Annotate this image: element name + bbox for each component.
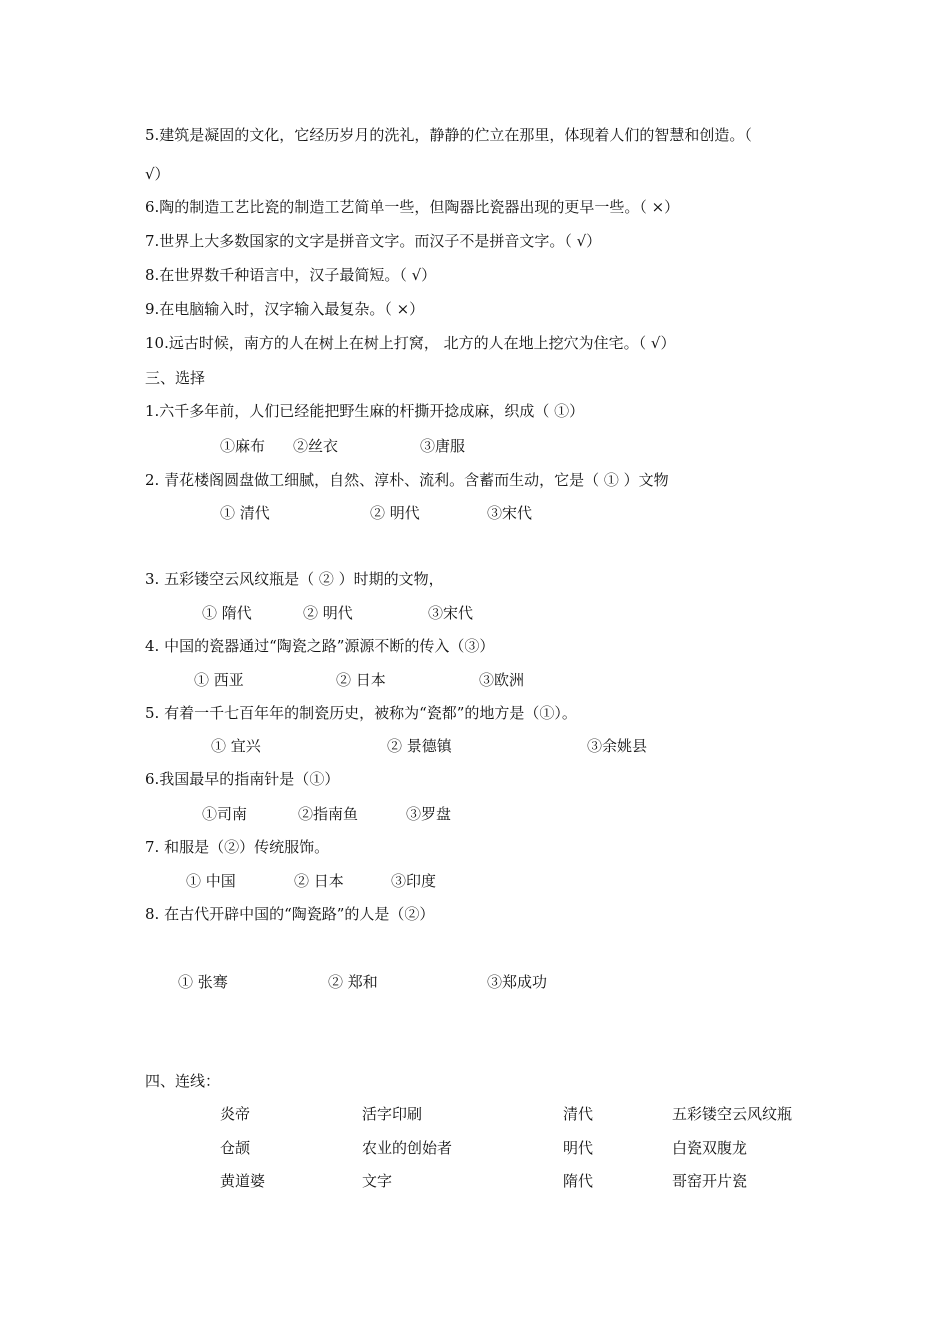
tf-item-9: 9.在电脑输入时，汉字输入最复杂。（ ×） <box>145 300 425 318</box>
choice-8-option-1: ① 张骞 <box>178 973 228 991</box>
section-4-heading: 四、连线： <box>145 1072 221 1090</box>
choice-7-option-2: ② 日本 <box>294 872 344 890</box>
choice-7-option-3: ③印度 <box>391 872 437 890</box>
choice-question-8: 8. 在古代开辟中国的“陶瓷路”的人是（②） <box>145 905 435 923</box>
matching-cell: 炎帝 <box>220 1105 251 1123</box>
matching-cell: 活字印刷 <box>362 1105 423 1123</box>
choice-7-option-1: ① 中国 <box>186 872 236 890</box>
choice-3-option-3: ③宋代 <box>428 604 474 622</box>
matching-cell: 明代 <box>563 1139 594 1157</box>
choice-4-option-3: ③欧洲 <box>479 671 525 689</box>
choice-5-option-3: ③余姚县 <box>587 737 648 755</box>
choice-5-option-2: ② 景德镇 <box>387 737 452 755</box>
tf-item-5-line2: √） <box>145 165 170 183</box>
matching-cell: 黄道婆 <box>220 1172 266 1190</box>
choice-1-option-1: ①麻布 <box>220 437 266 455</box>
choice-2-option-2: ② 明代 <box>370 504 420 522</box>
section-3-heading: 三、选择 <box>145 369 206 387</box>
tf-item-6: 6.陶的制造工艺比瓷的制造工艺简单一些，但陶器比瓷器出现的更早一些。（ ×） <box>145 198 680 216</box>
tf-item-5-line1: 5.建筑是凝固的文化，它经历岁月的洗礼，静静的伫立在那里，体现着人们的智慧和创造。（ <box>145 126 752 144</box>
choice-question-2: 2. 青花楼阁圆盘做工细腻，自然、淳朴、流利。含蓄而生动，它是（ ① ）文物 <box>145 471 669 489</box>
matching-cell: 仓颉 <box>220 1139 251 1157</box>
choice-3-option-1: ① 隋代 <box>202 604 252 622</box>
matching-cell: 哥窑开片瓷 <box>672 1172 748 1190</box>
matching-cell: 隋代 <box>563 1172 594 1190</box>
choice-question-4: 4. 中国的瓷器通过“陶瓷之路”源源不断的传入（③） <box>145 637 495 655</box>
choice-3-option-2: ② 明代 <box>303 604 353 622</box>
choice-question-3: 3. 五彩镂空云风纹瓶是（ ② ）时期的文物， <box>145 570 444 588</box>
tf-item-8: 8.在世界数千种语言中，汉子最简短。（ √） <box>145 266 437 284</box>
choice-6-option-1: ①司南 <box>202 805 248 823</box>
choice-question-5: 5. 有着一千七百年年的制瓷历史，被称为“瓷都”的地方是（①）。 <box>145 704 577 722</box>
matching-cell: 清代 <box>563 1105 594 1123</box>
choice-1-option-2: ②丝衣 <box>293 437 339 455</box>
choice-5-option-1: ① 宜兴 <box>211 737 261 755</box>
choice-6-option-3: ③罗盘 <box>406 805 452 823</box>
matching-cell: 白瓷双腹龙 <box>672 1139 748 1157</box>
choice-2-option-1: ① 清代 <box>220 504 270 522</box>
matching-cell: 文字 <box>362 1172 393 1190</box>
choice-question-1: 1.六千多年前，人们已经能把野生麻的杆撕开捻成麻，织成（ ①） <box>145 402 585 420</box>
choice-6-option-2: ②指南鱼 <box>298 805 359 823</box>
choice-question-6: 6.我国最早的指南针是（①） <box>145 770 340 788</box>
choice-1-option-3: ③唐服 <box>420 437 466 455</box>
matching-cell: 农业的创始者 <box>362 1139 453 1157</box>
choice-2-option-3: ③宋代 <box>487 504 533 522</box>
choice-8-option-2: ② 郑和 <box>328 973 378 991</box>
choice-8-option-3: ③郑成功 <box>487 973 548 991</box>
choice-question-7: 7. 和服是（②）传统服饰。 <box>145 838 330 856</box>
choice-4-option-2: ② 日本 <box>336 671 386 689</box>
matching-cell: 五彩镂空云风纹瓶 <box>672 1105 793 1123</box>
tf-item-10: 10.远古时候，南方的人在树上在树上打窝， 北方的人在地上挖穴为住宅。（ √） <box>145 334 676 352</box>
tf-item-7: 7.世界上大多数国家的文字是拼音文字。而汉子不是拼音文字。（ √） <box>145 232 602 250</box>
choice-4-option-1: ① 西亚 <box>194 671 244 689</box>
